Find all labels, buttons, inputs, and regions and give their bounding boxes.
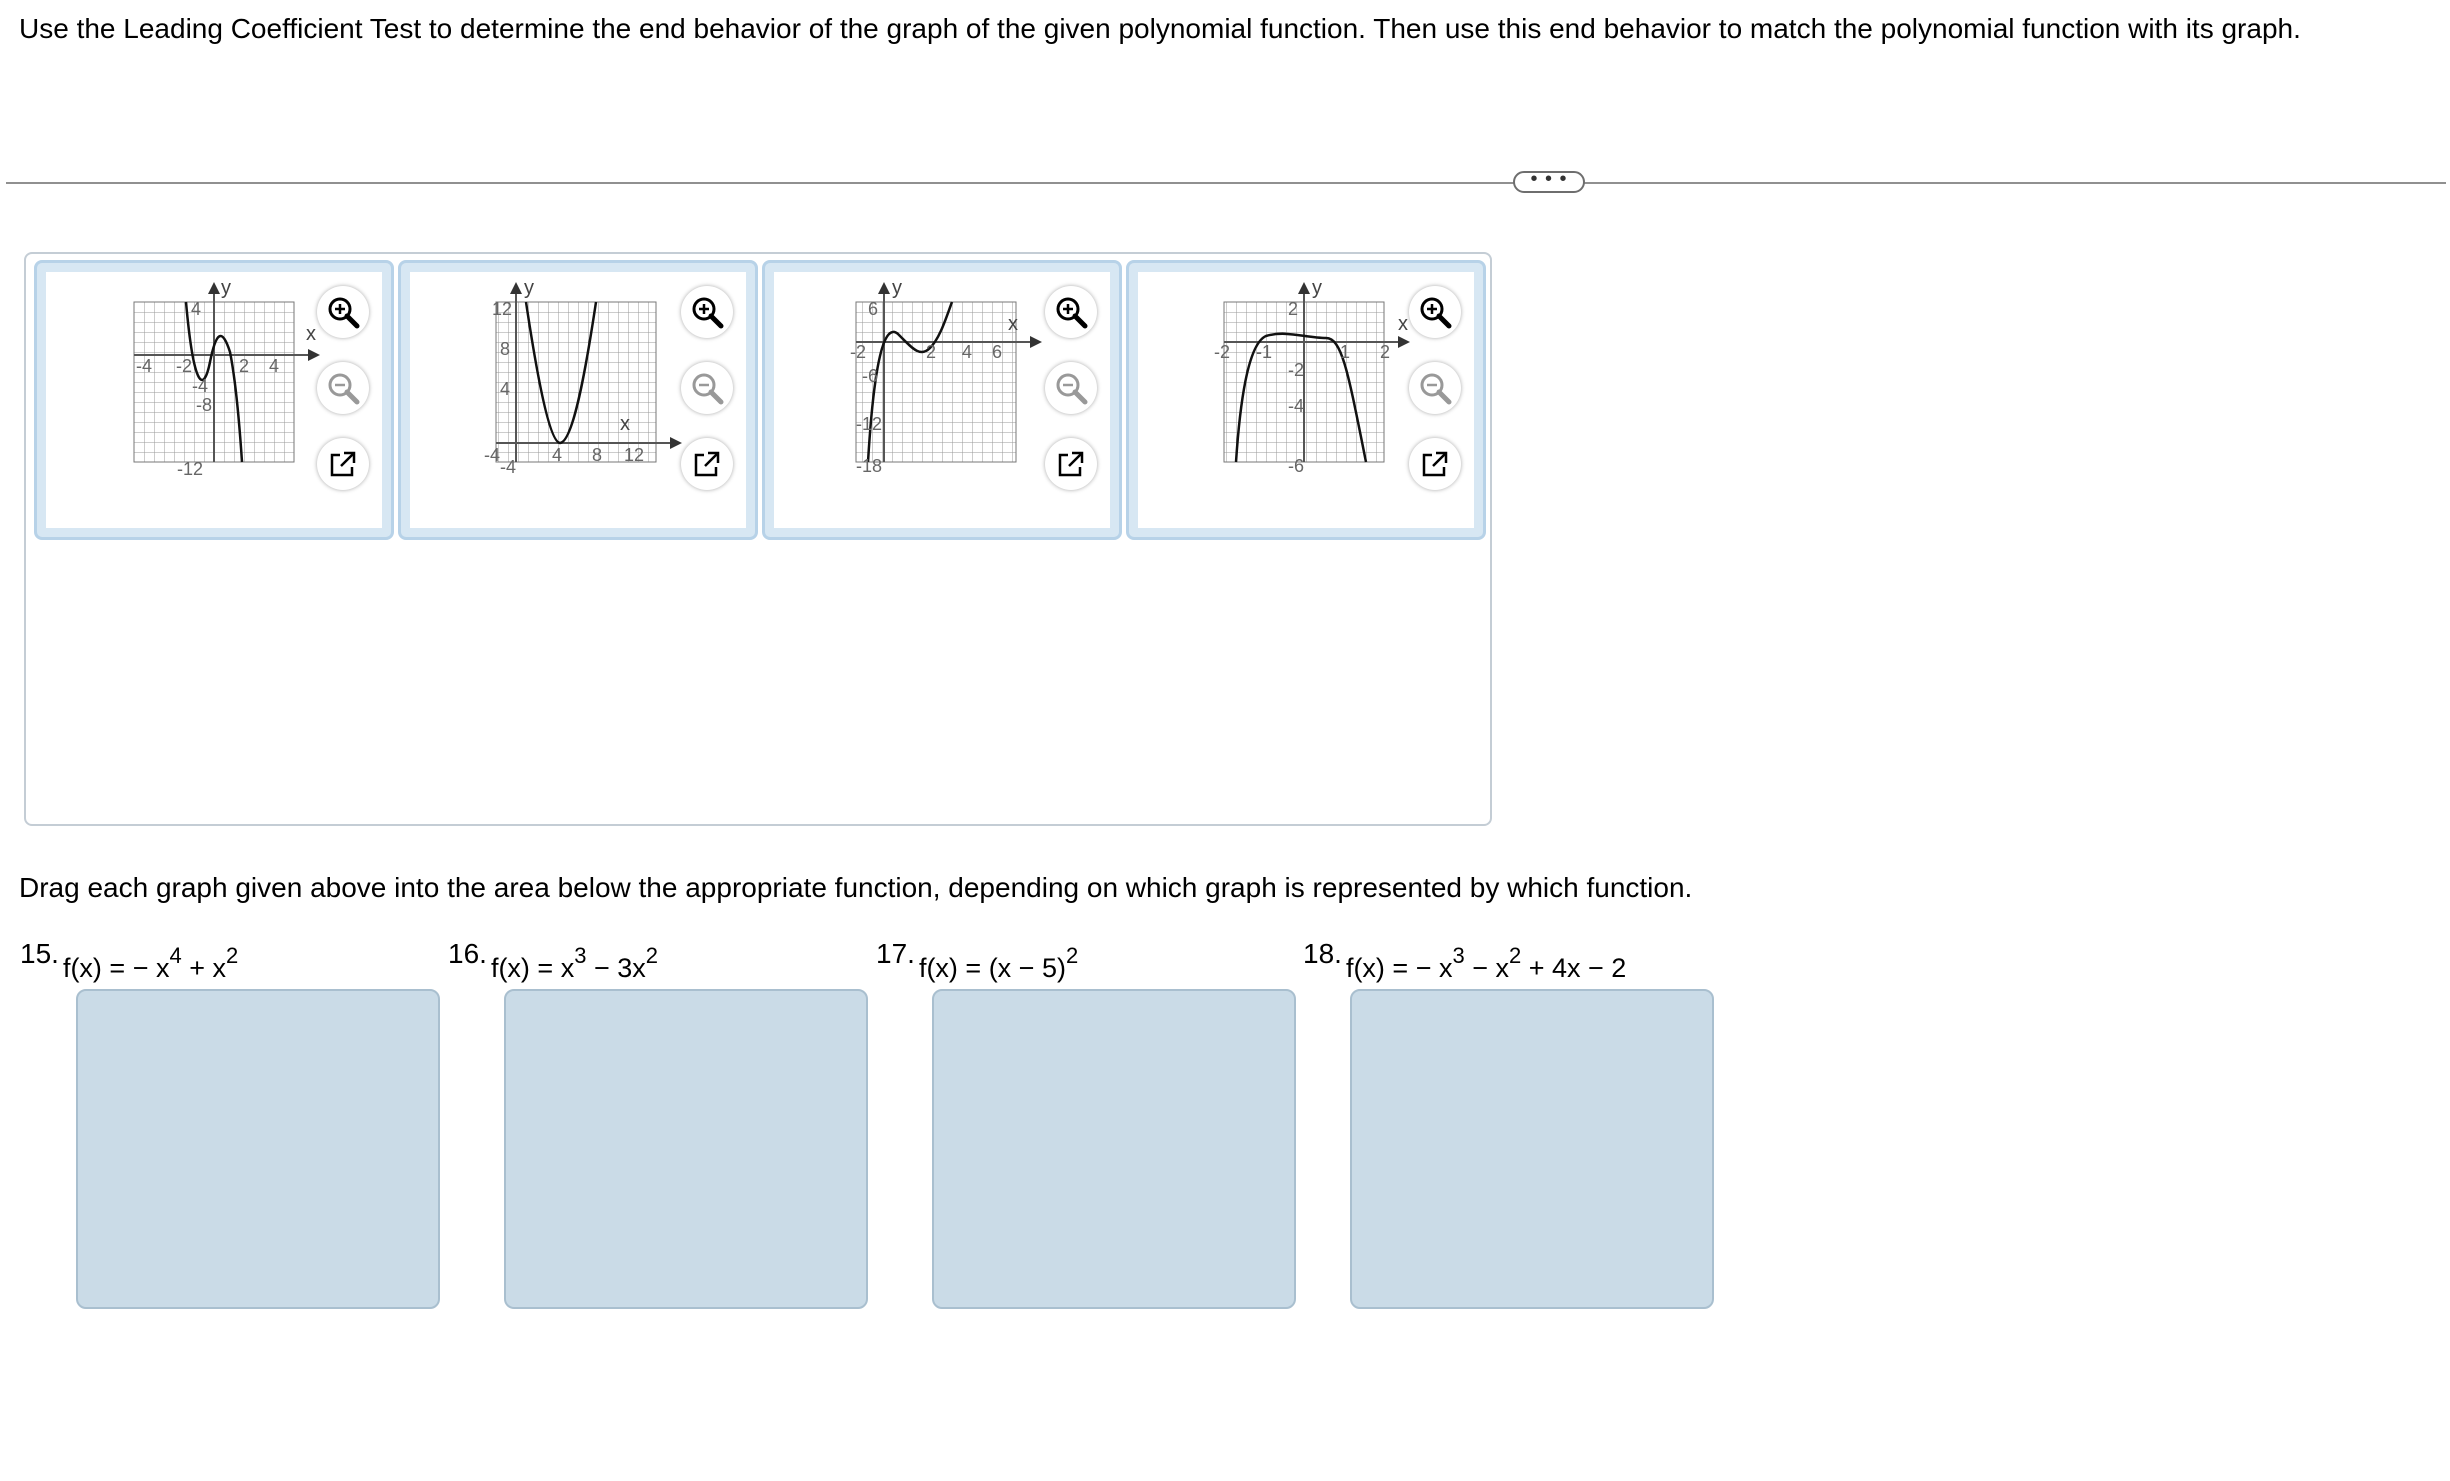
graph-1-svg xyxy=(84,277,344,522)
tick-label: 4 xyxy=(269,356,280,376)
tick-label: 4 xyxy=(191,299,202,319)
zoom-in-icon xyxy=(1418,295,1452,329)
graph-card-inner xyxy=(1138,272,1474,528)
tick-label: 8 xyxy=(500,339,511,359)
y-axis-label: y xyxy=(892,277,902,299)
y-axis-label: y xyxy=(524,277,534,299)
y-axis-arrow xyxy=(878,282,890,294)
zoom-out-button[interactable] xyxy=(1045,362,1097,414)
graph-3-svg xyxy=(812,277,1072,522)
tick-label: 4 xyxy=(962,342,973,362)
x-axis-arrow xyxy=(670,437,682,449)
x-axis-arrow xyxy=(308,349,320,361)
zoom-out-button[interactable] xyxy=(681,362,733,414)
more-button[interactable]: • • • xyxy=(1513,171,1585,193)
y-axis-arrow xyxy=(510,282,522,294)
tick-label: 4 xyxy=(552,445,563,465)
tick-label: 4 xyxy=(500,379,511,399)
tick-label: -2 xyxy=(1214,342,1231,362)
popout-icon xyxy=(1418,447,1452,481)
tick-label: 2 xyxy=(1380,342,1391,362)
tick-label: 2 xyxy=(1288,299,1299,319)
graph-card-1[interactable] xyxy=(34,260,394,540)
graph-card-2[interactable] xyxy=(398,260,758,540)
y-axis-arrow xyxy=(1298,282,1310,294)
zoom-in-button[interactable] xyxy=(317,286,369,338)
function-number: 15. xyxy=(20,938,59,969)
function-expression: f(x) = − $x^4 + x^2$ xyxy=(62,943,239,983)
graph-card-3[interactable] xyxy=(762,260,1122,540)
tick-label: 6 xyxy=(992,342,1003,362)
tick-label: -4 xyxy=(136,356,153,376)
x-axis-arrow xyxy=(1030,336,1042,348)
graph-card-4[interactable] xyxy=(1126,260,1486,540)
function-label-17 xyxy=(876,934,1078,988)
tick-label: -8 xyxy=(196,395,213,415)
dropzone-16[interactable] xyxy=(504,989,868,1309)
graph-grid xyxy=(856,302,1016,462)
popout-icon xyxy=(1054,447,1088,481)
function-label-16 xyxy=(448,934,658,988)
popout-button[interactable] xyxy=(317,438,369,490)
popout-icon xyxy=(326,447,360,481)
zoom-in-icon xyxy=(690,295,724,329)
x-axis-arrow xyxy=(1398,336,1410,348)
zoom-in-icon xyxy=(326,295,360,329)
popout-button[interactable] xyxy=(1045,438,1097,490)
function-number: 16. xyxy=(448,938,487,969)
tick-label: -6 xyxy=(862,366,879,386)
tick-label: -4 xyxy=(500,457,517,477)
tick-label: -18 xyxy=(856,456,883,476)
tick-label: 12 xyxy=(624,445,645,465)
tick-label: -4 xyxy=(1288,396,1305,416)
tick-label: -4 xyxy=(192,376,209,396)
y-axis-label: y xyxy=(221,277,231,299)
dropzone-18[interactable] xyxy=(1350,989,1714,1309)
graph-grid xyxy=(496,302,656,462)
tick-label: 1 xyxy=(1340,342,1351,362)
zoom-in-icon xyxy=(1054,295,1088,329)
tick-label: 2 xyxy=(239,356,250,376)
popout-button[interactable] xyxy=(681,438,733,490)
tick-label: -1 xyxy=(1256,342,1273,362)
tick-label: -6 xyxy=(1288,456,1305,476)
zoom-in-button[interactable] xyxy=(1045,286,1097,338)
graph-4-svg xyxy=(1176,277,1436,522)
instructions-text: Use the Leading Coefficient Test to determine the end behavior of the graph of the given polynomial function. Then use this end behavior to match the polynomial function with its graph. xyxy=(19,13,2301,44)
x-axis-label: x xyxy=(1008,313,1018,335)
graph-4 xyxy=(1176,277,1436,522)
zoom-out-icon xyxy=(326,371,360,405)
zoom-out-icon xyxy=(1418,371,1452,405)
zoom-in-button[interactable] xyxy=(1409,286,1461,338)
tick-label: 6 xyxy=(868,299,879,319)
graph-2-svg xyxy=(448,277,708,522)
graph-card-inner xyxy=(410,272,746,528)
tick-label: -2 xyxy=(1288,360,1305,380)
tick-label: -12 xyxy=(177,459,204,479)
zoom-out-icon xyxy=(690,371,724,405)
tick-label: 12 xyxy=(492,299,513,319)
function-expression: $f(x) = x^3 - 3x^2$ xyxy=(490,943,658,983)
tick-label: 8 xyxy=(592,445,603,465)
x-axis-label: x xyxy=(1398,313,1408,335)
y-axis-arrow xyxy=(208,282,220,294)
tick-label: -12 xyxy=(856,414,883,434)
graph-2 xyxy=(448,277,708,522)
x-axis-label: x xyxy=(306,323,316,345)
zoom-in-button[interactable] xyxy=(681,286,733,338)
divider xyxy=(6,182,2446,184)
y-axis-label: y xyxy=(1312,277,1322,299)
graph-1 xyxy=(84,277,344,522)
graph-card-inner xyxy=(46,272,382,528)
function-expression: f(x) = − $x^3 - x^2 + 4x - 2$ xyxy=(1345,943,1627,983)
zoom-out-button[interactable] xyxy=(1409,362,1461,414)
function-label-18 xyxy=(1303,934,1626,988)
zoom-out-icon xyxy=(1054,371,1088,405)
drag-instruction-text: Drag each graph given above into the area below the appropriate function, depending on which graph is represented by which function. xyxy=(19,872,1693,903)
dropzone-15[interactable] xyxy=(76,989,440,1309)
x-axis-label: x xyxy=(620,413,630,435)
function-label-15 xyxy=(20,934,238,988)
function-number: 17. xyxy=(876,938,915,969)
tick-label: -2 xyxy=(176,356,193,376)
tick-label: -4 xyxy=(484,445,501,465)
popout-icon xyxy=(690,447,724,481)
tick-label: -2 xyxy=(850,342,867,362)
function-expression: $f(x) = (x - 5)^2$ xyxy=(918,943,1079,983)
zoom-out-button[interactable] xyxy=(317,362,369,414)
tick-label: 2 xyxy=(926,342,937,362)
graph-card-inner xyxy=(774,272,1110,528)
graph-3 xyxy=(812,277,1072,522)
function-number: 18. xyxy=(1303,938,1342,969)
dropzone-17[interactable] xyxy=(932,989,1296,1309)
popout-button[interactable] xyxy=(1409,438,1461,490)
